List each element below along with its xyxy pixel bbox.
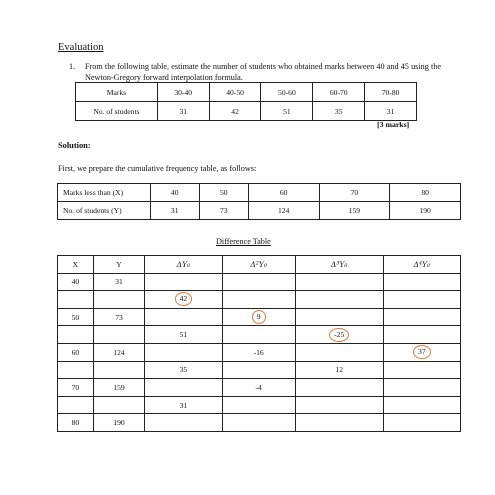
marks-row	[76, 83, 417, 102]
table-cell: Marks less than (X)	[58, 184, 151, 202]
difference-table-title: Difference Table	[216, 237, 271, 246]
header-text: Δ²Y₀	[250, 259, 267, 269]
table-cell: 31	[145, 396, 222, 414]
table-row	[58, 273, 461, 291]
table-cell	[383, 343, 460, 361]
table-cell	[93, 326, 145, 344]
marks-table	[75, 82, 417, 121]
table-cell	[58, 326, 94, 344]
table-cell: 31	[93, 273, 145, 291]
table-cell	[383, 291, 460, 309]
table-cell	[383, 361, 460, 379]
table-cell	[145, 273, 222, 291]
table-cell: 30-40	[157, 83, 209, 102]
table-cell	[145, 291, 222, 309]
table-cell: 70	[319, 184, 390, 202]
section-heading: Evaluation	[58, 42, 104, 53]
table-cell	[295, 308, 383, 326]
table-cell	[383, 308, 460, 326]
intro-text: First, we prepare the cumulative frequency table, as follows:	[58, 164, 257, 173]
students-row	[76, 102, 417, 121]
table-cell: 40-50	[209, 83, 261, 102]
table-cell: 50	[199, 184, 248, 202]
table-cell: -16	[222, 343, 295, 361]
marks-note: [3 marks]	[377, 120, 410, 129]
table-cell	[222, 273, 295, 291]
table-cell: 35	[145, 361, 222, 379]
table-cell: 60	[248, 184, 319, 202]
table-cell	[145, 308, 222, 326]
table-cell: 31	[150, 202, 199, 220]
table-row	[58, 343, 461, 361]
table-cell: 73	[93, 308, 145, 326]
y-row	[58, 202, 461, 220]
table-cell	[58, 291, 94, 309]
table-cell	[295, 343, 383, 361]
circled-value: 42	[175, 292, 193, 306]
column-header	[222, 256, 295, 274]
table-cell: Marks	[76, 83, 158, 102]
table-cell: 73	[199, 202, 248, 220]
table-cell	[295, 379, 383, 397]
header-text: ΔY₀	[176, 259, 191, 269]
table-cell	[383, 326, 460, 344]
x-row	[58, 184, 461, 202]
circled-value: 37	[413, 345, 431, 359]
table-cell: 51	[145, 326, 222, 344]
table-cell: 70	[58, 379, 94, 397]
table-cell	[145, 379, 222, 397]
header-text: Δ⁴Y₀	[413, 259, 431, 269]
table-cell	[295, 273, 383, 291]
circled-value: 9	[252, 310, 266, 324]
table-row	[58, 396, 461, 414]
table-cell: No. of students (Y)	[58, 202, 151, 220]
table-cell	[93, 291, 145, 309]
table-cell: 50-60	[261, 83, 313, 102]
table-cell	[295, 414, 383, 432]
table-cell	[383, 379, 460, 397]
table-cell: 124	[248, 202, 319, 220]
table-cell: 50	[58, 308, 94, 326]
table-row	[58, 361, 461, 379]
solution-label: Solution:	[58, 141, 91, 150]
table-cell	[58, 396, 94, 414]
table-cell: -4	[222, 379, 295, 397]
header-row	[58, 256, 461, 274]
header-text: Δ³Y₀	[330, 259, 348, 269]
column-header	[295, 256, 383, 274]
column-header: X	[58, 256, 94, 274]
difference-table	[57, 255, 461, 432]
table-cell: 80	[58, 414, 94, 432]
table-cell: 60	[58, 343, 94, 361]
question-number: 1.	[69, 62, 76, 71]
table-cell	[295, 326, 383, 344]
table-cell	[383, 273, 460, 291]
circled-value: -25	[329, 328, 349, 342]
table-cell: 80	[390, 184, 461, 202]
table-cell: 190	[93, 414, 145, 432]
table-cell: 31	[365, 102, 417, 121]
table-cell: No. of students	[76, 102, 158, 121]
table-cell: 51	[261, 102, 313, 121]
table-row	[58, 308, 461, 326]
table-row	[58, 291, 461, 309]
column-header	[383, 256, 460, 274]
table-cell: 31	[157, 102, 209, 121]
table-cell	[222, 326, 295, 344]
table-cell	[222, 291, 295, 309]
table-cell	[295, 396, 383, 414]
table-cell: 159	[93, 379, 145, 397]
table-cell	[222, 308, 295, 326]
table-row	[58, 326, 461, 344]
table-cell	[93, 361, 145, 379]
table-row	[58, 414, 461, 432]
table-row	[58, 379, 461, 397]
table-cell	[145, 414, 222, 432]
question-text: From the following table, estimate the number of students who obtained marks between 40 and 45 using the Newton-Gregory forward interpolation formula.	[85, 62, 441, 82]
table-cell: 40	[58, 273, 94, 291]
table-cell: 124	[93, 343, 145, 361]
column-header	[145, 256, 222, 274]
table-cell: 159	[319, 202, 390, 220]
table-cell: 42	[209, 102, 261, 121]
table-cell	[222, 361, 295, 379]
table-cell	[145, 343, 222, 361]
cumulative-table	[57, 183, 461, 220]
table-cell: 60-70	[313, 83, 365, 102]
table-cell: 12	[295, 361, 383, 379]
table-cell	[383, 396, 460, 414]
table-cell: 35	[313, 102, 365, 121]
table-cell: 190	[390, 202, 461, 220]
table-cell: 40	[150, 184, 199, 202]
table-cell	[383, 414, 460, 432]
column-header: Y	[93, 256, 145, 274]
table-cell: 70-80	[365, 83, 417, 102]
table-cell	[222, 396, 295, 414]
table-cell	[222, 414, 295, 432]
table-cell	[295, 291, 383, 309]
table-cell	[93, 396, 145, 414]
table-cell	[58, 361, 94, 379]
